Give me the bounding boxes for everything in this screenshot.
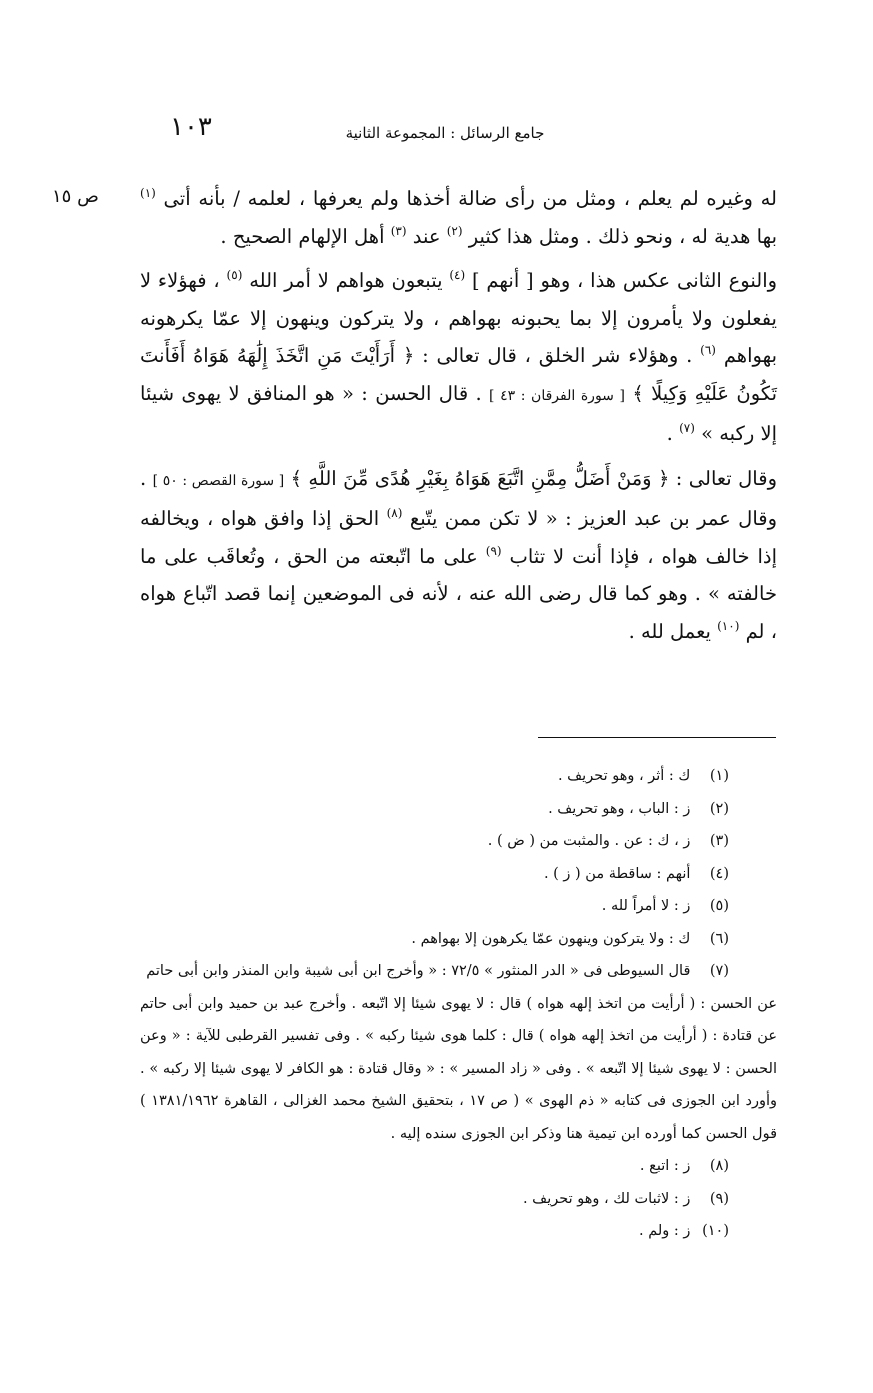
footnote-ref-4: (٤): [449, 268, 466, 282]
footnote-text-continued: عن الحسن : ( أرأيت من اتخذ إلهه هواه ) قال : لا يهوى شيئا إلا اتّبعه . وأخرج عبد بن حميد وابن أبى حاتم عن قتادة : ( أرأيت من اتخذ إلهه هواه ) قال : كلما هوى شيئا ركبه » . وفى تفسير القرطبى للآية : « وعن الحسن : لا يهوى شيئا إلا اتّبعه » . وفى « زاد المسير » : « وقال قتادة : هو الكافر لا يهوى شيئا إلا ركبه » . وأورد ابن الجوزى فى كتابه « ذم الهوى » ( ص ١٧ ، بتحقيق الشيخ محمد الغزالى ، القاهرة ١٣٨١/١٩٦٢ ) قول الحسن كما أورده ابن تيمية هنا وذكر ابن الجوزى سنده إليه .: [140, 995, 777, 1142]
main-text: [140, 180, 777, 650]
footnote-text: ز : اتبع .: [639, 1158, 691, 1174]
footnote-text: ك : أثر ، وهو تحريف .: [557, 768, 691, 784]
footnote-number: (١٠): [702, 1223, 729, 1239]
footnote-ref-10: (١٠): [717, 618, 740, 633]
footnote-text: ز : لاثبات لك ، وهو تحريف .: [522, 1190, 691, 1207]
footnote-ref-6: (٦): [700, 343, 716, 357]
footnote-text: ز : ولم .: [638, 1223, 691, 1239]
quran-verse: ﴿ وَمَنْ أَضَلُّ مِمَّنِ اتَّبَعَ هَوَاهُ بِغَيْرِ هُدًى مِّنَ اللَّهِ ﴾: [290, 466, 670, 490]
paragraph-2: والنوع الثانى عكس هذا ، وهو [ أنهم ] $^{(٤)}$ يتبعون هواهم لا أمر الله $^{(٥)}$ ، فهؤلاء لا يفعلون ولا يأمرون إلا بما يحبونه بهواهم ، ولا يتركون وينهون إلا عمّا يكرهونه بهواهم $^{(٦)}$ . وهؤلاء شر الخلق ، قال تعالى : ﴿ أَرَأَيْتَ مَنِ اتَّخَذَ إِلَٰهَهُ هَوَاهُ أَفَأَنتَ تَكُونُ عَلَيْهِ وَكِيلًا ﴾ [ سورة الفرقان : ٤٣ ] . قال الحسن : « هو المنافق لا يهوى شيئا إلا ركبه » $^{(٧)}$ .: [140, 268, 778, 445]
footnote-text: قال السيوطى فى « الدر المنثور » ٧٢/٥ : « وأخرج ابن أبى شيبة وابن المنذر وابن أبى حاتم: [146, 963, 691, 979]
footnote-number: (٢): [709, 800, 729, 817]
paragraph-1: له وغيره لم يعلم ، ومثل من رأى ضالة أخذها ولم يعرفها ، لعلمه / بأنه أتى $^{(١)}$ بها هدية له ، ونحو ذلك . ومثل هذا كثير $^{(٢)}$ عند $^{(٣)}$ أهل الإلهام الصحيح .: [140, 186, 777, 248]
footnote-number: (٤): [709, 865, 729, 882]
footnote-ref-7: (٧): [679, 421, 695, 435]
footnote-ref-1: (١): [140, 186, 156, 200]
footnote-number: (٧): [709, 963, 729, 979]
footnote-ref-3: (٣): [390, 223, 407, 238]
footnote-ref-9: (٩): [485, 543, 502, 558]
footnote: [140, 1183, 777, 1216]
footnote-rule: [538, 737, 776, 738]
footnote-number: (٦): [709, 930, 729, 947]
margin-page-reference: ص ١٥: [52, 186, 99, 207]
footnote-number: (٨): [709, 1158, 729, 1174]
footnotes: [140, 760, 777, 1248]
footnote: [140, 890, 777, 923]
page-number: ١٠٣: [170, 112, 212, 142]
footnote: [140, 825, 777, 858]
footnote-number: (٩): [709, 1190, 729, 1207]
footnote-text: ز : لا أمراً لله .: [601, 898, 691, 914]
footnote-text: ز ، ك : عن . والمثبت من ( ض ) .: [487, 833, 691, 849]
verse-source: [ سورة الفرقان : ٤٣ ]: [489, 387, 625, 404]
footnote-number: (٣): [709, 833, 729, 849]
footnote-text: ز : الباب ، وهو تحريف .: [548, 800, 691, 817]
verse-source: [ سورة القصص : ٥٠ ]: [152, 472, 285, 489]
footnote-text: أنهم : ساقطة من ( ز ) .: [543, 865, 691, 882]
footnote: [140, 1150, 777, 1183]
footnote-ref-2: (٢): [446, 223, 463, 238]
footnote-number: (٥): [709, 898, 729, 914]
footnote: [140, 793, 777, 826]
paragraph-3: وقال تعالى : ﴿ وَمَنْ أَضَلُّ مِمَّنِ اتَّبَعَ هَوَاهُ بِغَيْرِ هُدًى مِّنَ اللَّهِ ﴾ [ سورة القصص : ٥٠ ] . وقال عمر بن عبد العزيز : « لا تكن ممن يتّبع $^{(٨)}$ الحق إذا وافق هواه ، ويخالفه إذا خالف هواه ، فإذا أنت لا تثاب $^{(٩)}$ على ما اتّبعته من الحق ، وتُعاقَب على ما خالفته » . وهو كما قال رضى الله عنه ، لأنه فى الموضعين إنما قصد اتّباع هواه ، لم $^{(١٠)}$ يعمل لله .: [140, 466, 778, 643]
footnote: [140, 923, 777, 956]
quran-verse: ﴿ أَرَأَيْتَ مَنِ اتَّخَذَ إِلَٰهَهُ هَوَاهُ أَفَأَنتَ تَكُونُ عَلَيْهِ وَكِيلًا ﴾: [140, 344, 777, 405]
footnote-ref-8: (٨): [386, 506, 403, 520]
running-title: جامع الرسائل : المجموعة الثانية: [345, 124, 545, 142]
footnote-number: (١): [709, 768, 729, 784]
footnote: [140, 955, 777, 1150]
footnote-ref-5: (٥): [226, 268, 243, 282]
footnote: [140, 858, 777, 891]
footnote: [140, 760, 777, 793]
footnote: [140, 1215, 777, 1248]
footnote-text: ك : ولا يتركون وينهون عمّا يكرهون إلا بهواهم .: [411, 930, 691, 947]
